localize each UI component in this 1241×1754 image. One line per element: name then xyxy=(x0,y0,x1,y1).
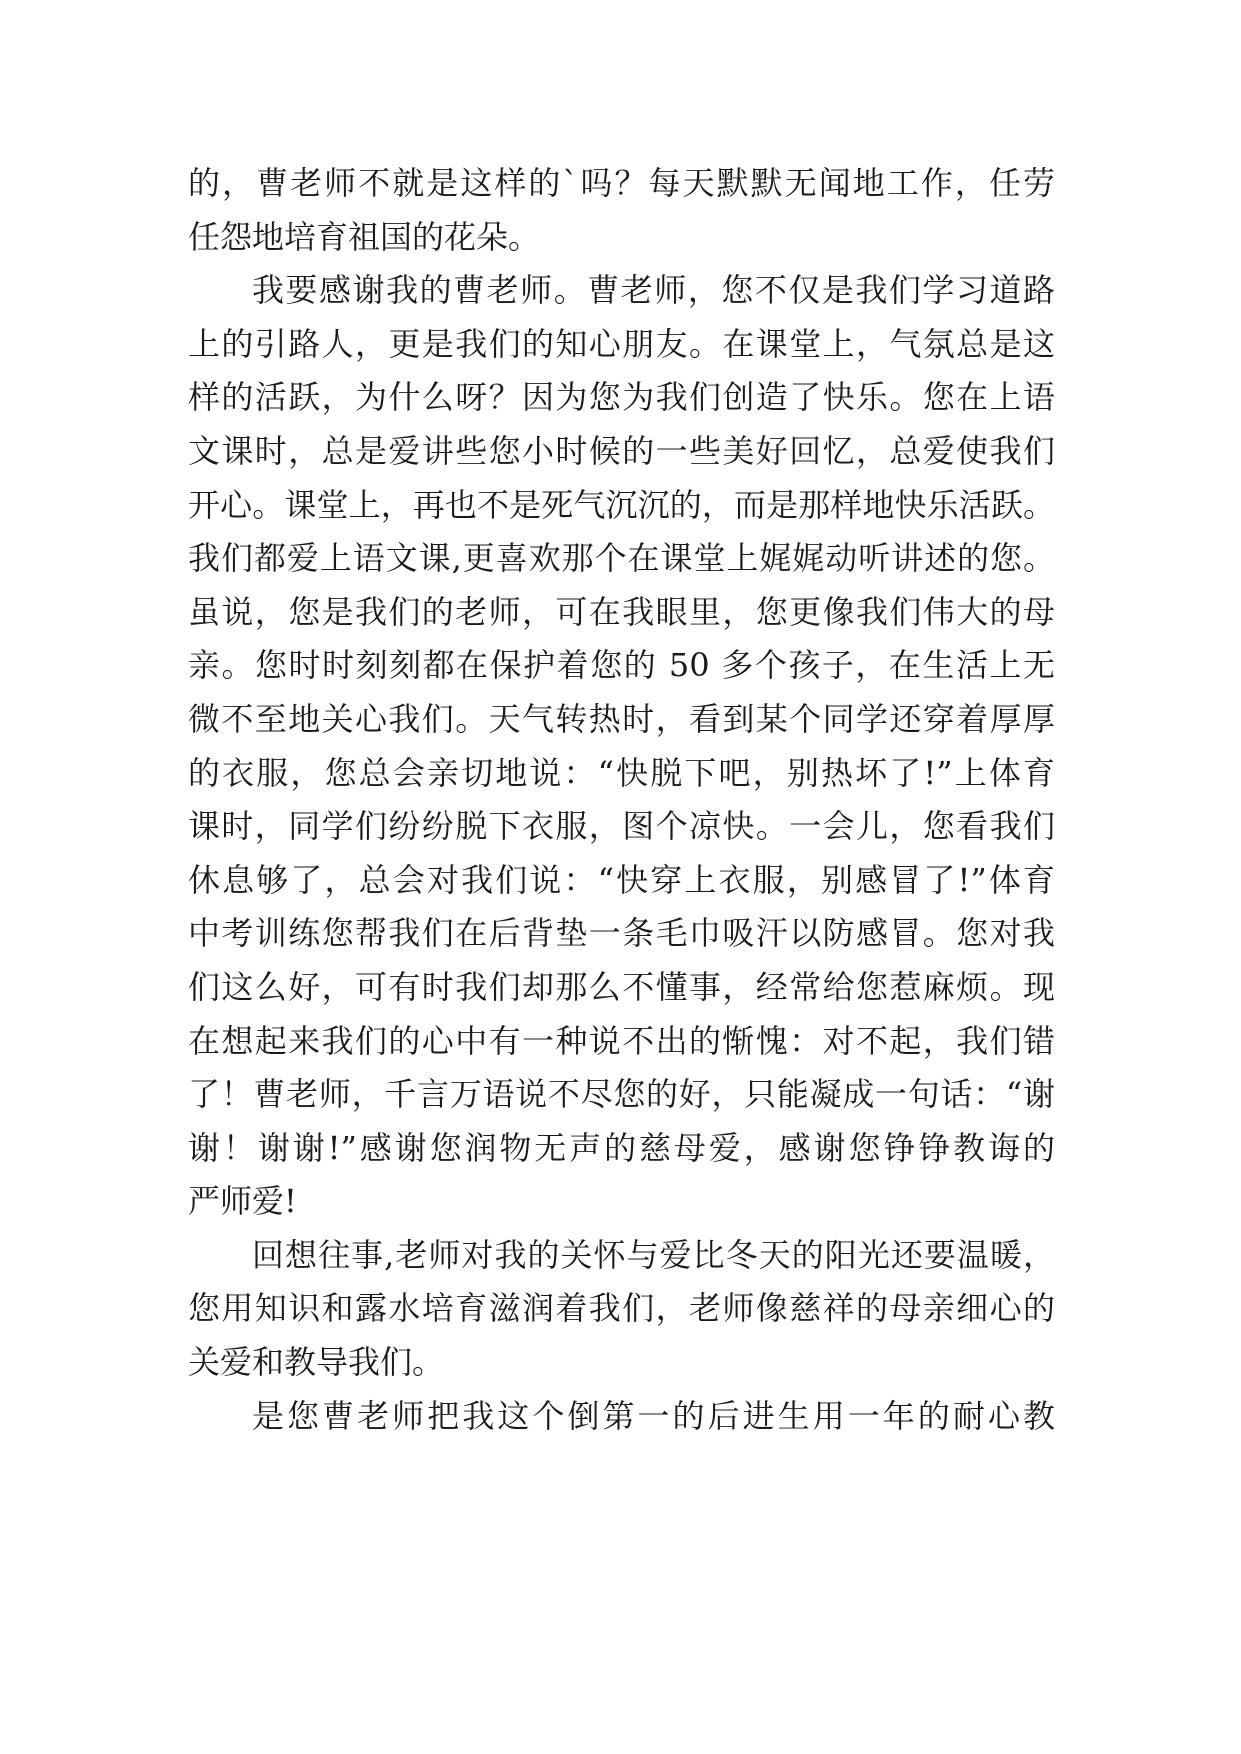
text-line: 样的活跃，为什么呀？因为您为我们创造了快乐。您在上语 xyxy=(188,378,1055,417)
text-line: 们这么好，可有时我们却那么不懂事，经常给您惹麻烦。现 xyxy=(188,967,1055,1006)
body-text xyxy=(188,157,1055,1443)
text-line: 中考训练您帮我们在后背垫一条毛巾吸汗以防感冒。您对我 xyxy=(188,914,1055,953)
text-line: 我们都爱上语文课,更喜欢那个在课堂上娓娓动听讲述的您。 xyxy=(188,539,1055,578)
text-line: 课时，同学们纷纷脱下衣服，图个凉快。一会儿，您看我们 xyxy=(188,807,1055,846)
text-line: 微不至地关心我们。天气转热时，看到某个同学还穿着厚厚 xyxy=(188,699,1055,738)
text-line: 文课时，总是爱讲些您小时候的一些美好回忆，总爱使我们 xyxy=(188,431,1055,470)
text-line: 虽说，您是我们的老师，可在我眼里，您更像我们伟大的母 xyxy=(188,592,1055,631)
paragraph-start-line: 是您曹老师把我这个倒第一的后进生用一年的耐心教 xyxy=(252,1396,1055,1435)
text-line: 的，曹老师不就是这样的`吗？每天默默无闻地工作，任劳 xyxy=(188,164,1055,202)
text-line: 休息够了，总会对我们说：“快穿上衣服，别感冒了!”体育 xyxy=(188,860,1055,899)
text-line: 严师爱! xyxy=(188,1182,297,1221)
text-line: 上的引路人，更是我们的知心朋友。在课堂上，气氛总是这 xyxy=(188,324,1055,363)
paragraph-start-line: 回想往事,老师对我的关怀与爱比冬天的阳光还要温暖， xyxy=(252,1235,1055,1274)
text-line: 了！曹老师，千言万语说不尽您的好，只能凝成一句话：“谢 xyxy=(188,1075,1055,1114)
text-line: 的衣服，您总会亲切地说：“快脱下吧，别热坏了!”上体育 xyxy=(188,753,1055,792)
text-line: 亲。您时时刻刻都在保护着您的 50 多个孩子，在生活上无 xyxy=(188,646,1055,685)
text-line: 开心。课堂上，再也不是死气沉沉的，而是那样地快乐活跃。 xyxy=(188,485,1055,524)
text-line: 您用知识和露水培育滋润着我们，老师像慈祥的母亲细心的 xyxy=(188,1289,1055,1328)
text-line: 关爱和教导我们。 xyxy=(188,1343,445,1382)
paragraph-start-line: 我要感谢我的曹老师。曹老师，您不仅是我们学习道路 xyxy=(252,271,1055,310)
text-line: 在想起来我们的心中有一种说不出的惭愧：对不起，我们错 xyxy=(188,1021,1055,1060)
text-line: 谢！谢谢!”感谢您润物无声的慈母爱，感谢您铮铮教诲的 xyxy=(188,1128,1055,1167)
text-line: 任怨地培育祖国的花朵。 xyxy=(188,217,541,256)
